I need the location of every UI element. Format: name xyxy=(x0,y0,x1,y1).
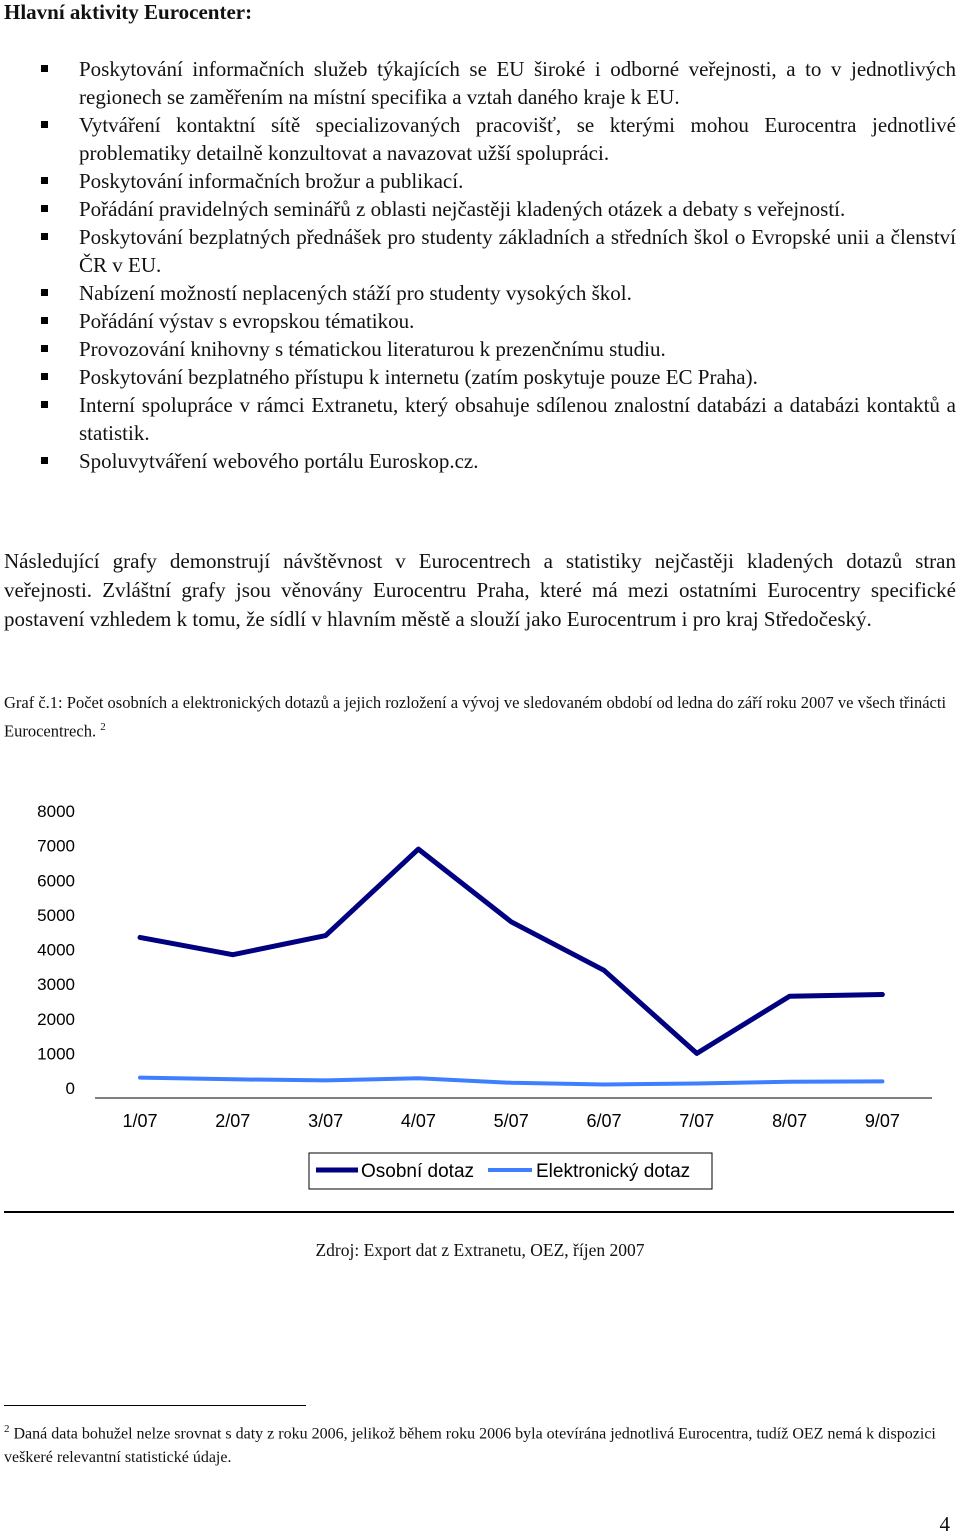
footnote xyxy=(4,1417,956,1470)
x-tick-label: 9/07 xyxy=(864,1111,900,1131)
footnote-text: Daná data bohužel nelze srovnat s daty z roku 2006, jelikož během roku 2006 byla otevírána jednotlivá Eurocentra, tudíž OEZ nemá k dispozici veškeré relevantní statistické údaje. xyxy=(4,1425,936,1467)
bullet-square-icon xyxy=(41,373,48,380)
data-point xyxy=(417,848,420,851)
x-tick-label: 7/07 xyxy=(679,1111,715,1131)
data-point xyxy=(139,1076,142,1079)
section-heading: Hlavní aktivity Eurocenter: xyxy=(4,0,253,24)
divider xyxy=(4,1211,954,1213)
legend-label: Elektronický dotaz xyxy=(536,1161,691,1182)
data-point xyxy=(324,1079,327,1082)
bullet-square-icon xyxy=(41,233,48,240)
list-item-text: Provozování knihovny s tématickou literaturou k prezenčnímu studiu. xyxy=(79,337,666,361)
series-line-1 xyxy=(140,849,882,1053)
list-item-text: Nabízení možností neplacených stáží pro studenty vysokých škol. xyxy=(79,281,632,305)
data-point xyxy=(231,1078,234,1081)
data-point xyxy=(139,936,142,939)
footnote-number: 2 xyxy=(4,1423,10,1435)
page-number: 4 xyxy=(939,1512,950,1536)
list-item-text: Poskytování informačních služeb týkajících se EU široké i odborné veřejnosti, a to v jednotlivých regionech se zaměřením na místní specifika a vztah daného kraje k EU. xyxy=(79,57,956,109)
data-point xyxy=(881,1080,884,1083)
bullet-square-icon xyxy=(41,289,48,296)
data-point xyxy=(695,1082,698,1085)
data-point xyxy=(510,1081,513,1084)
x-tick-label: 8/07 xyxy=(772,1111,808,1131)
x-tick-label: 1/07 xyxy=(122,1111,158,1131)
activities-list xyxy=(34,55,956,475)
list-item xyxy=(34,55,956,111)
list-item-text: Spoluvytváření webového portálu Euroskop.cz. xyxy=(79,449,479,473)
data-point xyxy=(603,1083,606,1086)
y-tick-label: 0 xyxy=(65,1079,75,1098)
list-item xyxy=(34,223,956,279)
data-point xyxy=(510,920,513,923)
footnote-reference: 2 xyxy=(100,721,106,733)
legend-label: Osobní dotaz xyxy=(361,1161,475,1182)
list-item-text: Poskytování informačních brožur a publikací. xyxy=(79,169,464,193)
data-point xyxy=(231,953,234,956)
line-chart xyxy=(0,770,960,1210)
source-note: Zdroj: Export dat z Extranetu, OEZ, říjen 2007 xyxy=(315,1240,645,1260)
footnote-divider xyxy=(4,1405,306,1406)
data-point xyxy=(881,993,884,996)
list-item-text: Poskytování bezplatného přístupu k internetu (zatím poskytuje pouze EC Praha). xyxy=(79,365,758,389)
list-item xyxy=(34,307,956,335)
y-tick-label: 6000 xyxy=(37,871,75,891)
list-item xyxy=(34,363,956,391)
bullet-square-icon xyxy=(41,121,48,128)
list-item xyxy=(34,167,956,195)
bullet-square-icon xyxy=(41,317,48,324)
x-tick-label: 3/07 xyxy=(308,1111,344,1131)
intro-paragraph: Následující grafy demonstrují návštěvnost v Eurocentrech a statistiky nejčastěji kladených dotazů stran veřejnosti. Zvláštní grafy jsou věnovány Eurocentru Praha, které má mezi ostatními Eurocentry specifické postavení vzhledem k tomu, že sídlí v hlavním městě a slouží jako Eurocentrum i pro kraj Středočeský. xyxy=(4,549,956,631)
list-item-text: Pořádání pravidelných seminářů z oblasti nejčastěji kladených otázek a debaty s veřejností. xyxy=(79,197,846,221)
data-point xyxy=(417,1077,420,1080)
data-point xyxy=(788,1080,791,1083)
list-item xyxy=(34,391,956,447)
y-tick-label: 5000 xyxy=(37,905,75,925)
list-item xyxy=(34,335,956,363)
x-tick-label: 2/07 xyxy=(215,1111,251,1131)
y-tick-label: 2000 xyxy=(37,1009,75,1029)
list-item-text: Interní spolupráce v rámci Extranetu, který obsahuje sdílenou znalostní databázi a databázi kontaktů a statistik. xyxy=(79,393,956,445)
list-item-text: Vytváření kontaktní sítě specializovaných pracovišť, se kterými mohou Eurocentra jednotlivé problematiky detailně konzultovat a navazovat užší spolupráci. xyxy=(79,113,956,165)
list-item xyxy=(34,195,956,223)
list-item-text: Pořádání výstav s evropskou tématikou. xyxy=(79,309,415,333)
bullet-square-icon xyxy=(41,401,48,408)
chart-caption-text: Graf č.1: Počet osobních a elektronických dotazů a jejich rozložení a vývoj ve sledovaném období od ledna do září roku 2007 ve všech třinácti Eurocentrech. xyxy=(4,693,947,741)
list-item xyxy=(34,279,956,307)
list-item xyxy=(34,447,956,475)
x-tick-label: 5/07 xyxy=(493,1111,529,1131)
data-point xyxy=(788,995,791,998)
chart-caption xyxy=(4,691,956,744)
data-point xyxy=(324,934,327,937)
data-point xyxy=(695,1052,698,1055)
data-point xyxy=(603,969,606,972)
bullet-square-icon xyxy=(41,205,48,212)
y-tick-label: 1000 xyxy=(37,1044,75,1064)
bullet-square-icon xyxy=(41,65,48,72)
list-item-text: Poskytování bezplatných přednášek pro studenty základních a středních škol o Evropské unii a členství ČR v EU. xyxy=(79,225,956,277)
x-tick-label: 4/07 xyxy=(400,1111,436,1131)
bullet-square-icon xyxy=(41,345,48,352)
chart-container xyxy=(0,770,960,1215)
bullet-square-icon xyxy=(41,457,48,464)
y-tick-label: 8000 xyxy=(37,802,75,821)
bullet-square-icon xyxy=(41,177,48,184)
list-item xyxy=(34,111,956,167)
x-tick-label: 6/07 xyxy=(586,1111,622,1131)
y-tick-label: 7000 xyxy=(37,836,75,856)
y-tick-label: 4000 xyxy=(37,940,75,960)
y-tick-label: 3000 xyxy=(37,975,75,995)
